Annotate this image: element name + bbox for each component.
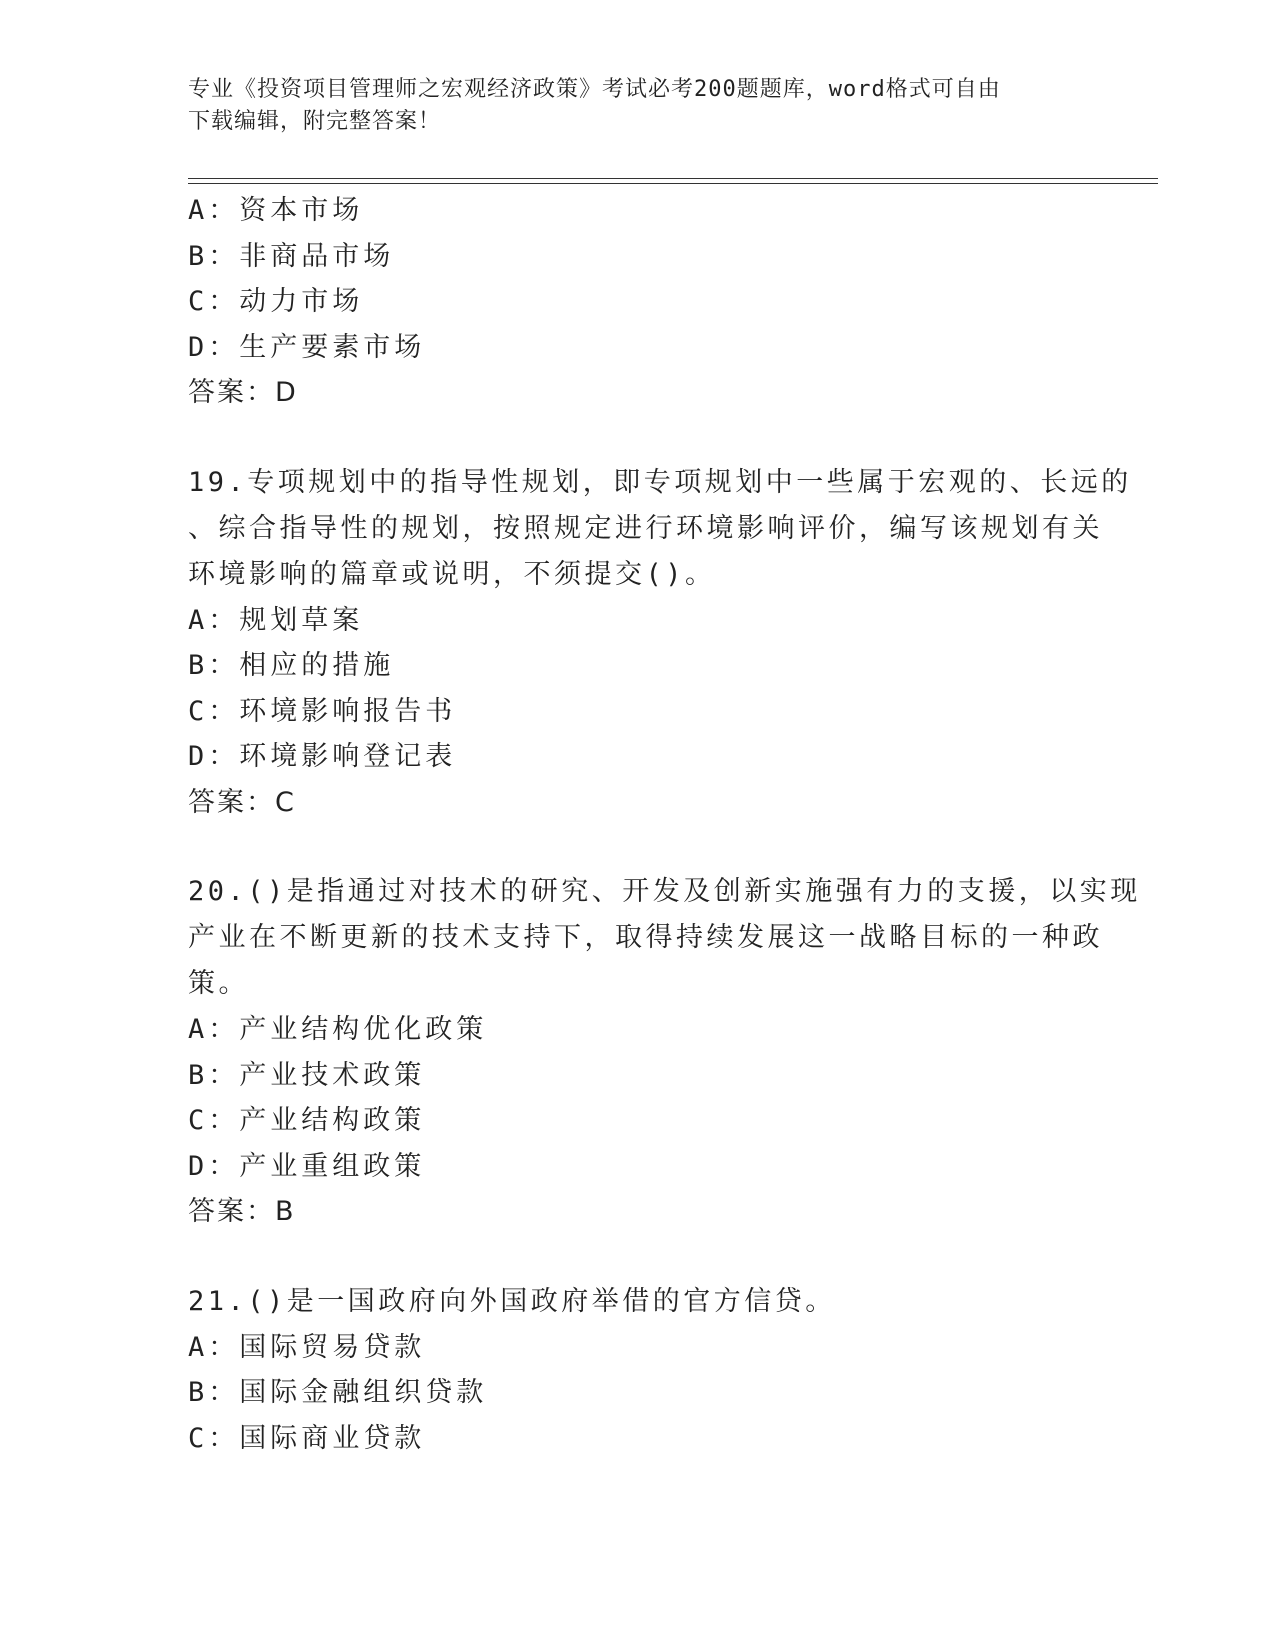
document-body [188, 188, 1141, 1461]
question-stem-line: 21.()是一国政府向外国政府举借的官方信贷。 [188, 1285, 836, 1317]
answer: 答案：C [188, 786, 296, 818]
option-c: C：产业结构政策 [188, 1105, 426, 1136]
question-21 [188, 1279, 1088, 1462]
option-a: A：产业结构优化政策 [188, 1014, 488, 1045]
option-c: C：动力市场 [188, 286, 364, 317]
option-d: D：生产要素市场 [188, 331, 426, 363]
header-line-1: 专业《投资项目管理师之宏观经济政策》考试必考200题题库，word格式可自由 [188, 77, 1001, 102]
option-d: D：产业重组政策 [188, 1150, 426, 1182]
answer: 答案：B [188, 1196, 296, 1227]
answer: 答案：D [188, 377, 298, 408]
question-19 [188, 460, 1132, 826]
option-a: A：规划草案 [188, 604, 364, 636]
question-20 [188, 869, 1141, 1235]
question-stem-line: 19.专项规划中的指导性规划，即专项规划中一些属于宏观的、长远的 [188, 466, 1132, 498]
question-stem-line: 产业在不断更新的技术支持下，取得持续发展这一战略目标的一种政 [188, 922, 1103, 953]
option-a: A：资本市场 [188, 195, 364, 226]
option-b: B：非商品市场 [188, 240, 395, 272]
option-d: D：环境影响登记表 [188, 741, 457, 772]
header-rule-bottom [188, 183, 1158, 184]
option-a: A：国际贸易贷款 [188, 1331, 426, 1363]
option-b: B：相应的措施 [188, 650, 395, 681]
question-stem-line: 环境影响的篇章或说明，不须提交()。 [188, 558, 716, 590]
question-18 [188, 188, 1088, 416]
header-line-2: 下载编辑，附完整答案！ [188, 109, 442, 134]
question-stem-line: 、综合指导性的规划，按照规定进行环境影响评价，编写该规划有关 [188, 512, 1103, 544]
option-c: C：环境影响报告书 [188, 695, 457, 727]
question-stem-line: 20.()是指通过对技术的研究、开发及创新实施强有力的支援，以实现 [188, 876, 1141, 907]
question-stem-line: 策。 [188, 968, 249, 999]
header-rule-top [188, 178, 1158, 179]
option-b: B：国际金融组织贷款 [188, 1377, 488, 1408]
option-c: C：国际商业贷款 [188, 1422, 426, 1454]
document-header [188, 74, 1088, 138]
option-b: B：产业技术政策 [188, 1059, 426, 1091]
